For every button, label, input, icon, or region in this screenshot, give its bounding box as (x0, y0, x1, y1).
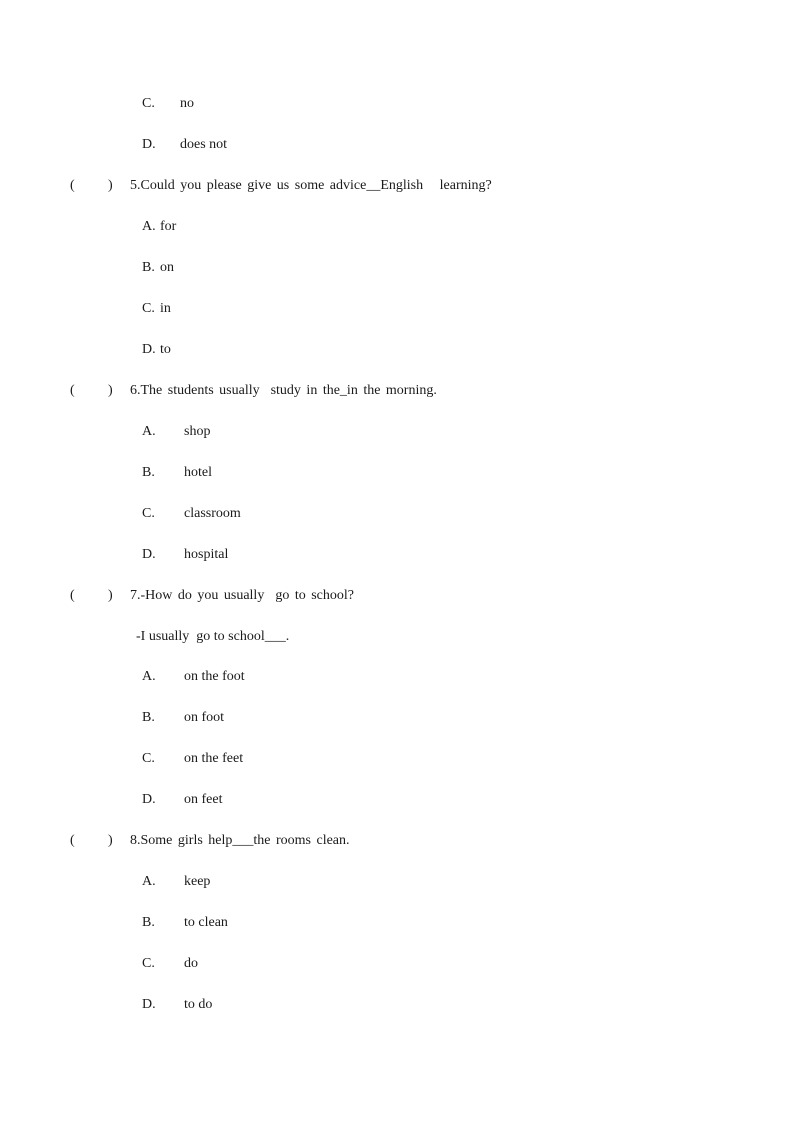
q8-option-a-letter: A. (142, 874, 156, 889)
q8-option-b-letter: B. (142, 915, 155, 930)
q7-option-c-text: on the feet (184, 751, 244, 766)
q6-option-a-letter: A. (142, 424, 156, 439)
q5-option-c-text: in (160, 301, 171, 316)
q8-answer-paren-close: ) (108, 833, 113, 848)
q6-question-text: 6.The students usually study in the_in the morning. (130, 383, 437, 398)
q7-option-d-letter: D. (142, 792, 156, 807)
q5-answer-paren-open: ( (70, 178, 75, 193)
q5-option-d-text: to (160, 342, 171, 357)
q7-option-d-text: on feet (184, 792, 223, 807)
q4-option-d-text: does not (180, 137, 228, 152)
q6-option-b-letter: B. (142, 465, 155, 480)
q7-question-text: 7.-How do you usually go to school? (130, 588, 354, 603)
q6-option-b-text: hotel (184, 465, 212, 480)
q6-option-d-letter: D. (142, 547, 156, 562)
q6-answer-paren-open: ( (70, 383, 75, 398)
q5-answer-paren-close: ) (108, 178, 113, 193)
q7-answer-paren-open: ( (70, 588, 75, 603)
q4-option-d-letter: D. (142, 137, 156, 152)
q8-option-c-letter: C. (142, 956, 155, 971)
q7-option-c-letter: C. (142, 751, 155, 766)
q8-option-b-text: to clean (184, 915, 228, 930)
q7-answer-paren-close: ) (108, 588, 113, 603)
q6-answer-paren-close: ) (108, 383, 113, 398)
q7-dialogue-response: -I usually go to school___. (136, 629, 290, 644)
q7-option-b-letter: B. (142, 710, 155, 725)
q7-option-b-text: on foot (184, 710, 225, 725)
q6-option-c-letter: C. (142, 506, 155, 521)
q5-option-c: C. (142, 301, 155, 316)
q8-option-d-letter: D. (142, 997, 156, 1012)
q8-option-a-text: keep (184, 874, 211, 889)
q5-question-text: 5.Could you please give us some advice__English learning? (130, 178, 492, 193)
q8-option-c-text: do (184, 956, 198, 971)
q5-option-b-text: on (160, 260, 174, 275)
q5-option-a-text: for (160, 219, 177, 234)
q5-option-a: A. (142, 219, 156, 234)
q8-option-d-text: to do (184, 997, 213, 1012)
q8-answer-paren-open: ( (70, 833, 75, 848)
q7-option-a-text: on the foot (184, 669, 245, 684)
q5-option-d: D. (142, 342, 156, 357)
q7-option-a-letter: A. (142, 669, 156, 684)
q6-option-a-text: shop (184, 424, 211, 439)
q5-option-b: B. (142, 260, 155, 275)
q8-question-text: 8.Some girls help___the rooms clean. (130, 833, 350, 848)
q4-option-c-letter: C. (142, 96, 155, 111)
q6-option-d-text: hospital (184, 547, 229, 562)
q4-option-c-text: no (180, 96, 194, 111)
q6-option-c-text: classroom (184, 506, 241, 521)
